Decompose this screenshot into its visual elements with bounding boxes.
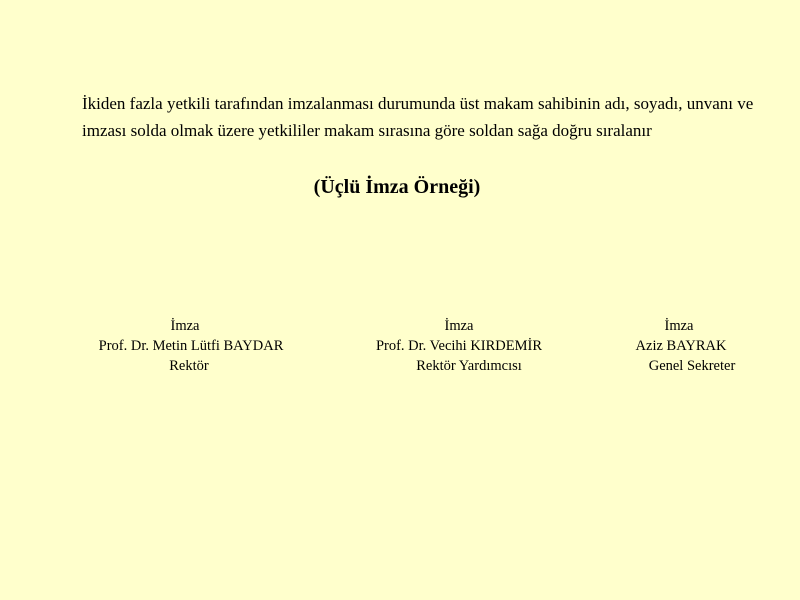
signature-label: İmza — [664, 318, 694, 334]
signature-block-1 — [76, 316, 306, 376]
slide-title: (Üçlü İmza Örneği) — [313, 176, 481, 198]
signatory-name: Prof. Dr. Vecihi KIRDEMİR — [375, 338, 543, 354]
signatory-position: Genel Sekreter — [648, 358, 736, 374]
signature-block-3 — [606, 316, 756, 376]
signatory-position: Rektör Yardımcısı — [416, 358, 522, 374]
signatory-name: Aziz BAYRAK — [635, 338, 727, 354]
signature-label: İmza — [444, 318, 474, 334]
intro-paragraph: İkiden fazla yetkili tarafından imzalanması durumunda üst makam sahibinin adı, soyadı, unvanı ve imzası solda olmak üzere yetkililer makam sırasına göre soldan sağa doğru sıralanır — [82, 94, 754, 140]
signature-label: İmza — [170, 318, 200, 334]
signature-block-2 — [348, 316, 570, 376]
signatory-position: Rektör — [169, 358, 209, 374]
signatory-name: Prof. Dr. Metin Lütfi BAYDAR — [98, 338, 284, 354]
